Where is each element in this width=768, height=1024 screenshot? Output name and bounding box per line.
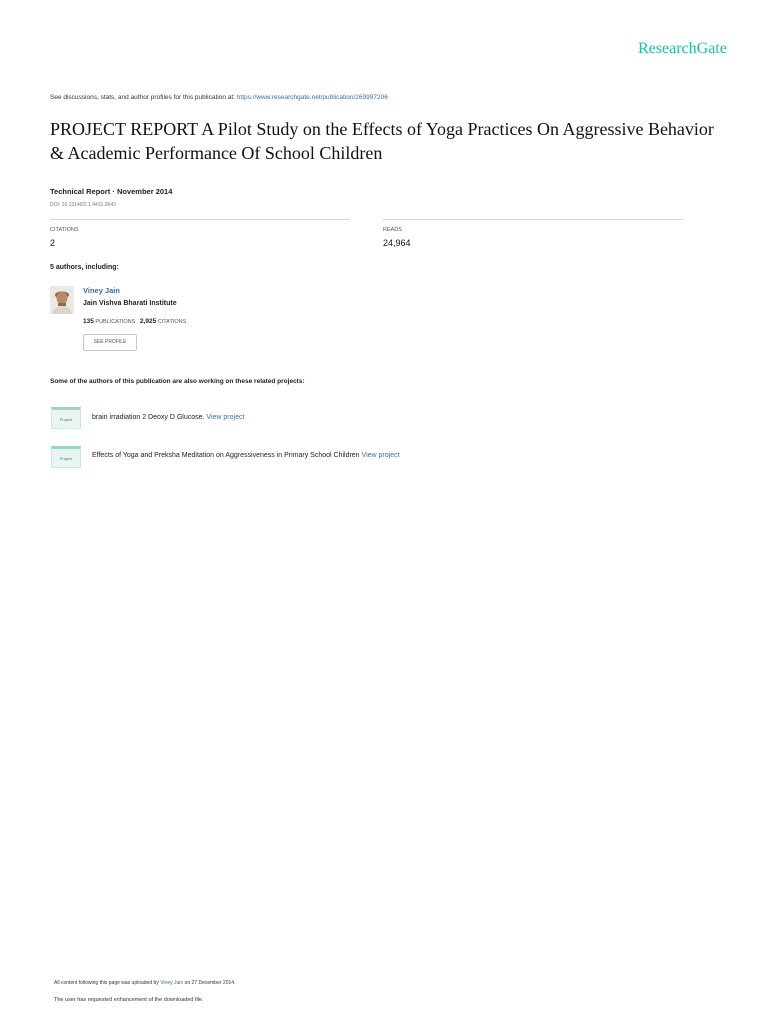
doi: DOI: 10.13140/2.1.4431.2643 [50, 202, 116, 208]
author-photo-icon [50, 286, 74, 314]
author-publications-label: PUBLICATIONS [95, 319, 136, 325]
citations-divider [50, 219, 350, 220]
discussion-text: See discussions, stats, and author profiles for this publication at: [50, 94, 237, 101]
related-project-item [92, 452, 400, 459]
uploader-link[interactable]: Viney Jain [160, 980, 184, 986]
project-title: brain irradiation 2 Deoxy D Glucose. [92, 414, 205, 421]
discussion-line [50, 94, 388, 101]
author-stats [83, 318, 186, 325]
author-name-link[interactable]: Viney Jain [83, 286, 120, 295]
reads-value: 24,964 [383, 238, 411, 248]
related-projects-heading: Some of the authors of this publication are also working on these related projects: [50, 378, 305, 385]
related-project-item [92, 414, 244, 421]
project-title: Effects of Yoga and Preksha Meditation on Aggressiveness in Primary School Children [92, 452, 360, 459]
author-publications-count: 135 [83, 318, 94, 325]
project-icon: Project [51, 407, 81, 429]
view-project-link[interactable]: View project [361, 452, 400, 459]
publication-title: PROJECT REPORT A Pilot Study on the Effects of Yoga Practices On Aggressive Behavior & Academic Performance Of School Children [50, 119, 714, 163]
author-institution: Jain Vishva Bharati Institute [83, 300, 177, 307]
author-citations-count: 2,925 [139, 318, 157, 325]
report-type-date: Technical Report · November 2014 [50, 187, 173, 196]
see-profile-button[interactable]: SEE PROFILE [83, 334, 137, 351]
author-citations-label: CITATIONS [157, 319, 187, 325]
reads-label: READS [383, 227, 402, 233]
author-avatar[interactable] [50, 286, 74, 314]
publication-url-link[interactable]: https://www.researchgate.net/publication/269997206 [236, 94, 388, 101]
upload-note [54, 980, 235, 986]
project-icon: Project [51, 446, 81, 468]
enhancement-note: The user has requested enhancement of the downloaded file. [54, 997, 204, 1003]
upload-date: on 27 December 2014. [183, 980, 236, 986]
view-project-link[interactable]: View project [206, 414, 245, 421]
researchgate-logo[interactable]: ResearchGate [638, 40, 727, 57]
citations-value: 2 [50, 238, 56, 248]
authors-heading: 5 authors, including: [50, 264, 119, 271]
upload-prefix: All content following this page was uploaded by [54, 980, 161, 986]
citations-label: CITATIONS [50, 227, 79, 233]
reads-divider [383, 219, 683, 220]
